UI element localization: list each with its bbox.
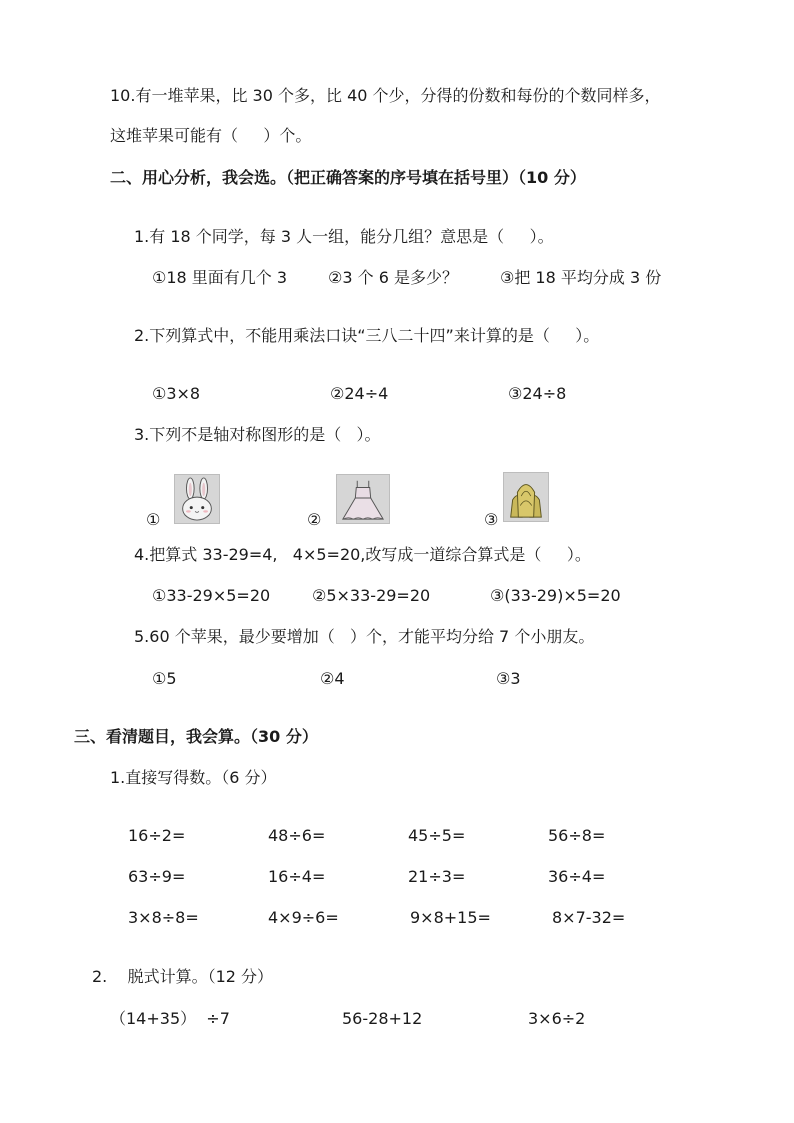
choice-q1-option-3: ③把 18 平均分成 3 份 <box>500 268 662 287</box>
oral-calc-r3-c4: 8×7-32= <box>552 908 626 927</box>
oral-calc-r1-c3: 45÷5= <box>408 826 466 845</box>
oral-calc-r3-c3: 9×8+15= <box>410 908 491 927</box>
oral-calc-r2-c2: 16÷4= <box>268 867 326 886</box>
choice-q4-option-1: ①33-29×5=20 <box>152 586 271 605</box>
choice-q3-option-2: ② <box>307 510 322 529</box>
oral-calc-r1-c2: 48÷6= <box>268 826 326 845</box>
choice-q5-option-2: ②4 <box>320 669 345 688</box>
section-2-heading: 二、用心分析，我会选。（把正确答案的序号填在括号里）（10 分） <box>110 168 586 187</box>
choice-q2-option-2: ②24÷4 <box>330 384 389 403</box>
oral-calc-r3-c2: 4×9÷6= <box>268 908 339 927</box>
choice-q1-option-2: ②3 个 6 是多少？ <box>328 268 458 287</box>
oral-calc-title: 1.直接写得数。（6 分） <box>110 768 277 787</box>
choice-q4-option-2: ②5×33-29=20 <box>312 586 431 605</box>
choice-q2-option-1: ①3×8 <box>152 384 201 403</box>
choice-q5-option-3: ③3 <box>496 669 521 688</box>
bamboo-shoot-icon <box>503 472 549 522</box>
rabbit-icon <box>174 474 220 524</box>
choice-q2-option-3: ③24÷8 <box>508 384 567 403</box>
stepwise-calc-2: 56-28+12 <box>342 1009 423 1028</box>
choice-q5-option-1: ①5 <box>152 669 177 688</box>
section-3-heading: 三、看清题目，我会算。（30 分） <box>74 727 318 746</box>
oral-calc-r2-c1: 63÷9= <box>128 867 186 886</box>
choice-q2-question: 2.下列算式中，不能用乘法口诀“三八二十四”来计算的是（ ）。 <box>134 326 600 345</box>
choice-q3-option-3: ③ <box>484 510 499 529</box>
choice-q4-option-3: ③(33-29)×5=20 <box>490 586 621 605</box>
stepwise-calc-3: 3×6÷2 <box>528 1009 586 1028</box>
q10-line-1: 10.有一堆苹果，比 30 个多，比 40 个少，分得的份数和每份的个数同样多， <box>110 86 661 105</box>
stepwise-calc-1: （14+35） ÷7 <box>110 1009 230 1028</box>
q10-line-2: 这堆苹果可能有（ ）个。 <box>110 126 312 145</box>
oral-calc-r2-c4: 36÷4= <box>548 867 606 886</box>
stepwise-calc-title: 2. 脱式计算。（12 分） <box>92 967 274 986</box>
dress-icon <box>336 474 390 524</box>
oral-calc-r2-c3: 21÷3= <box>408 867 466 886</box>
choice-q3-option-1: ① <box>146 510 161 529</box>
oral-calc-r3-c1: 3×8÷8= <box>128 908 199 927</box>
choice-q1-option-1: ①18 里面有几个 3 <box>152 268 288 287</box>
oral-calc-r1-c1: 16÷2= <box>128 826 186 845</box>
choice-q1-question: 1.有 18 个同学，每 3 人一组，能分几组？意思是（ ）。 <box>134 227 554 246</box>
choice-q5-question: 5.60 个苹果，最少要增加（ ）个，才能平均分给 7 个小朋友。 <box>134 627 595 646</box>
choice-q4-question: 4.把算式 33-29=4, 4×5=20,改写成一道综合算式是（ ）。 <box>134 545 591 564</box>
oral-calc-r1-c4: 56÷8= <box>548 826 606 845</box>
choice-q3-question: 3.下列不是轴对称图形的是（ ）。 <box>134 425 381 444</box>
